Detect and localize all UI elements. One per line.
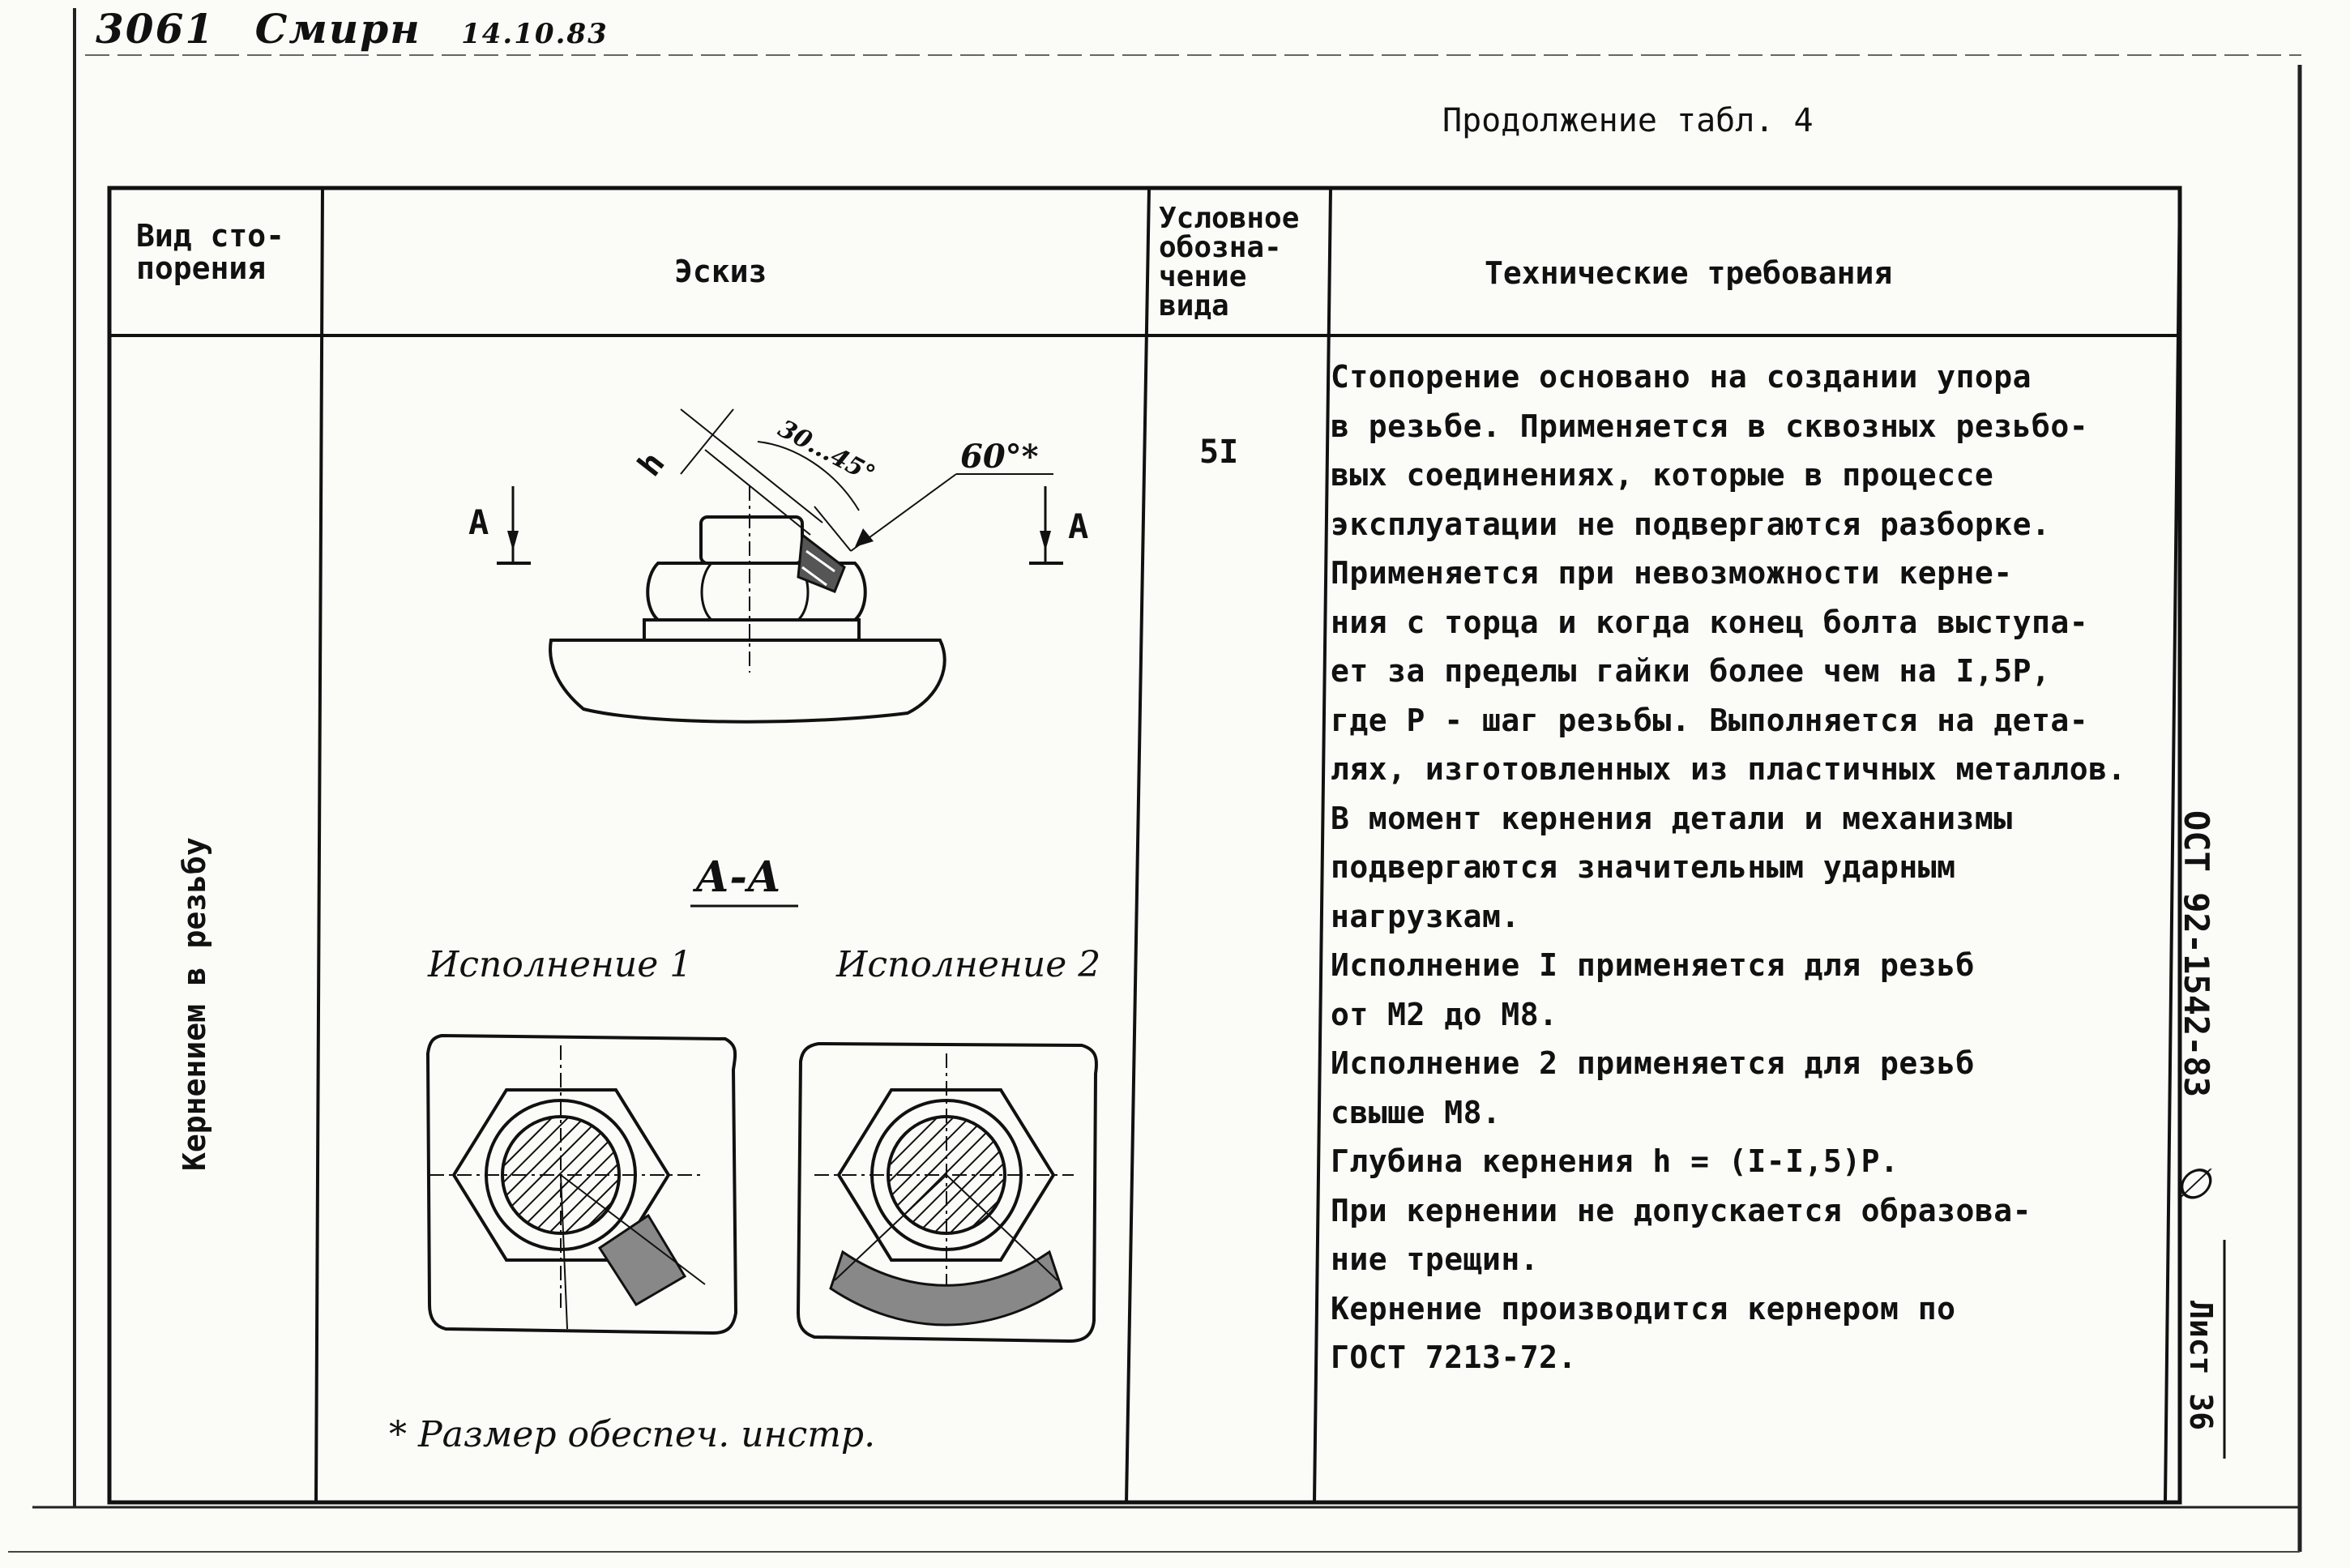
sketch-footnote: * Размер обеспеч. инстр. [389, 1414, 876, 1455]
standard-code: ОСТ 92-1542-83 [2177, 810, 2216, 1098]
sheet-label: Лист 36 [2183, 1301, 2219, 1431]
corner-note-number: 3061 [96, 5, 216, 53]
row-requirements: Стопорение основано на создании упора в резьбе. Применяется в сквозных резьбо- вых соединениях, которые в процессе эксплуатации не подвергаются разборке. Применяется при невозможности керне- ния с торца и когда конец болта выступа- ет за пределы гайки более чем на I,5P, где P - шаг резьбы. Выполняется на дета- лях, изготовленных из пластичных металлов. В момент кернения детали и механизмы подвергаются значительным ударным нагрузкам. Исполнение I применяется для резьб от M2 до M8. Исполнение 2 применяется для резьб свыше M8. Глубина кернения h = (I-I,5)P. При кернении не допускается образова- ние трещин. Кернение производится кернером по ГОСТ 7213-72. [1331, 359, 2126, 1375]
header-sketch: Эскиз [674, 254, 767, 289]
header-requirements: Технические требования [1485, 255, 1893, 291]
corner-note-date: 14.10.83 [461, 18, 609, 50]
dim-angle-label: 60°* [960, 438, 1039, 476]
corner-note-signature: Смирн [254, 5, 421, 53]
dim-h-label: h [630, 445, 673, 484]
section-mark-right-label: A [1068, 506, 1089, 546]
table-caption: Продолжение табл. 4 [1442, 102, 1814, 139]
variant-2-label: Исполнение 2 [836, 944, 1101, 985]
variant-1-label: Исполнение 1 [428, 944, 693, 985]
header-code: Условное обозна- чение вида [1159, 202, 1300, 323]
section-mark-left-label: A [468, 502, 489, 542]
section-title: А-А [695, 852, 782, 902]
row-type-label: Кернением в резьбу [177, 837, 212, 1171]
header-type: Вид сто- порения [136, 218, 285, 286]
row-code: 5I [1199, 434, 1239, 471]
dim-angle-range-label: 30...45° [773, 414, 880, 489]
revision-mark-icon: ∅ [2174, 1160, 2211, 1209]
